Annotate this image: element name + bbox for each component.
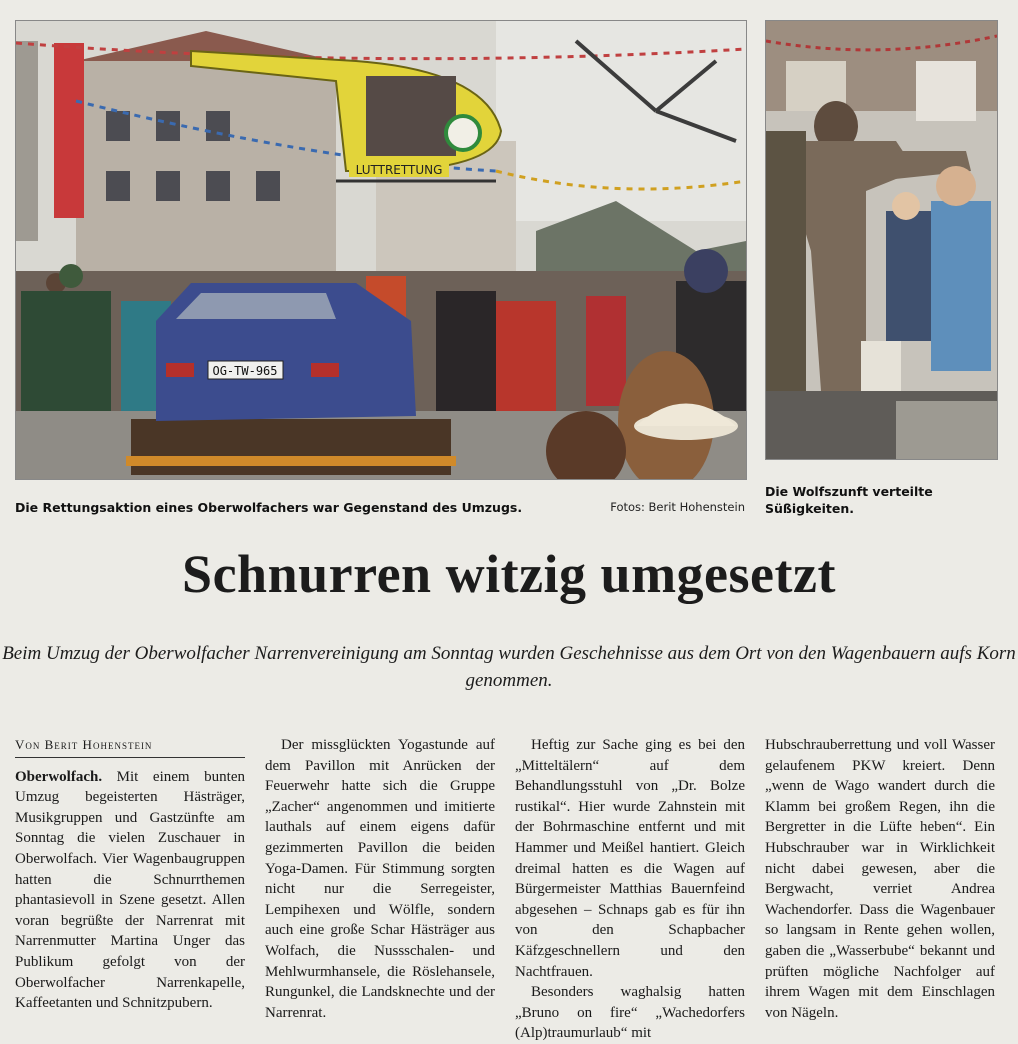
article-column-1 — [15, 735, 245, 1014]
article-subhead: Beim Umzug der Oberwolfacher Narrenvereinigung am Sonntag wurden Geschehnisse aus dem Ort von den Wagenbauern aufs Korn genommen. — [2, 643, 1016, 691]
article-column-4 — [765, 735, 995, 1023]
article-paragraph-5: Hubschrauberrettung und voll Wasser gelaufenem PKW kreiert. Denn „wenn de Wago wandert durch die Klamm bei großem Regen, ihn die Bergretter in die Lüfte heben“. Ein Hubschrauber war in Wirklichkeit nicht dabei gewesen, aber die Bergwacht, verriet Andrea Wachendorfer. Dass die Wagenbauer so langsam in Rente gehen wollen, gaben die „Wasserbube“ bekannt und prüften mögliche Nachfolger auf ihrem Wagen mit dem Einschlagen von Nägeln. — [765, 737, 995, 1021]
license-plate-text: OG-TW-965 — [212, 364, 278, 378]
article-column-3 — [515, 735, 745, 1044]
photo-credit: Fotos: Berit Hohenstein — [610, 500, 745, 514]
article-headline: Schnurren witzig umgesetzt — [182, 544, 836, 604]
dateline: Oberwolfach. — [15, 768, 103, 785]
main-photo-caption: Die Rettungsaktion eines Oberwolfachers war Gegenstand des Umzugs. — [15, 500, 523, 515]
article-text-col1: Mit einem bunten Umzug begeisterten Hästräger, Musikgruppen und Gastzünfte am Sonntag die vielen Zuschauer in Oberwolfach. Vier Wagenbaugruppen hatten die Schnurrthemen phantasievoll in Szene gesetzt. Allen voran begrüßte der Narrenrat mit Narrenmutter Martina Unger das Publikum gefolgt von der Oberwolfacher Narrenkapelle, Kaffeetanten und Schnitzpubern. — [15, 768, 245, 1012]
article-paragraph-2: Der missglückten Yogastunde auf dem Pavillon mit Anrücken der Feuerwehr hatte sich die Gruppe „Zacher“ angenommen und imitierte lauthals auf einem eigens dafür gezimmerten Pavillon die beiden Yoga-Damen. Für Stimmung sorgten nicht nur die Serregeister, Lempihexen und Wölfle, sondern auch eine große Schar Hästräger aus Wolfach, die Nussschalen- und Mehlwurmhansele, die Röslehansele, Rungunkel, die Landsknechte und der Narrenrat. — [265, 737, 495, 1021]
article-column-2 — [265, 735, 495, 1023]
wolf-photo-illustration — [766, 21, 997, 459]
side-photo-caption: Die Wolfszunft verteilte Süßigkeiten. — [765, 484, 933, 516]
article-paragraph-4: Besonders waghalsig hatten „Bruno on fire“ „Wachedorfers (Alp)traumurlaub“ mit — [515, 984, 745, 1042]
byline: Von Berit Hohenstein — [15, 735, 245, 758]
article-paragraph-1 — [15, 767, 245, 1014]
article-paragraph-3: Heftig zur Sache ging es bei den „Mitteltälern“ auf dem Behandlungsstuhl von „Dr. Bolze rustikal“. Hier wurde Zahnstein mit der Bohrmaschine entfernt und mit Hammer und Meißel hantiert. Gleich dreimal hatten es die Wagen auf Bürgermeister Matthias Bauernfeind abgesehen – Schnaps gab es für ihn von den Schapbacher Käfzgeschnellern und den Nachtfrauen. — [515, 737, 745, 980]
photo-parade-helicopter-car — [15, 20, 747, 480]
parade-photo-illustration — [16, 21, 746, 479]
helicopter-sign-text: LUTTRETTUNG — [355, 163, 443, 177]
photo-wolf-costumes — [765, 20, 998, 460]
